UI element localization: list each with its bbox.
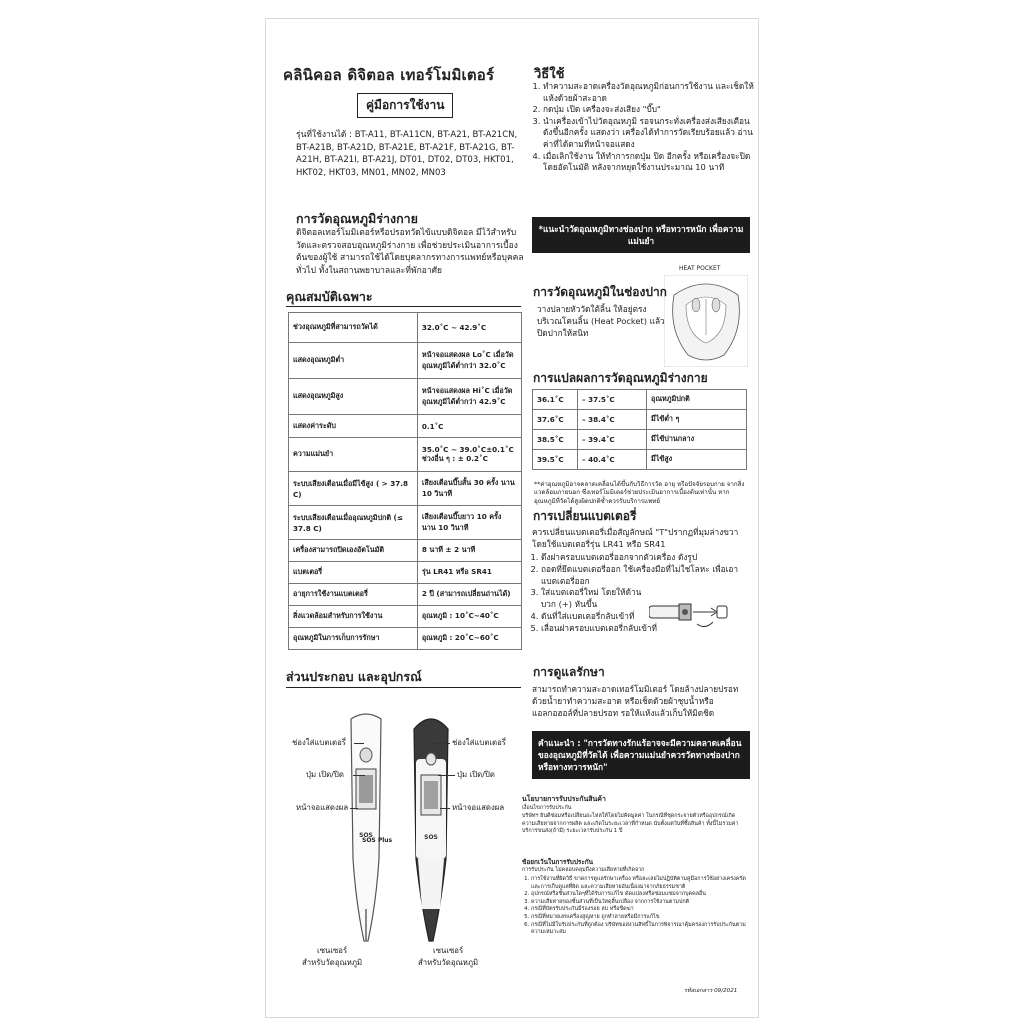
- spec-key: ระบบเสียงเตือนเมื่อมีไข้สูง ( > 37.8 C): [289, 472, 418, 506]
- spec-value: 2 ปี (สามารถเปลี่ยนถ่านได้): [417, 584, 521, 606]
- exclusion-item: 2. อุปกรณ์หรือชิ้นส่วนใดๆที่ได้รับการแก้ไข ดัดแปลงหรือซ่อมแซมจากบุคคลอื่น: [531, 891, 755, 899]
- spec-key: เครื่องสามารถปิดเองอัตโนมัติ: [289, 540, 418, 562]
- spec-key: แบตเตอรี่: [289, 562, 418, 584]
- sensor-label-a: เซนเซอร์: [317, 946, 348, 955]
- spec-table: [288, 312, 522, 650]
- usage-step: 2. กดปุ่ม เปิด เครื่องจะส่งเสียง "บี๊บ": [543, 104, 758, 116]
- battery-step: 3. ใส่แบตเตอรี่ใหม่ โดยให้ด้านบวก (+) หันขึ้น: [541, 587, 651, 611]
- pointer-battery-right: [434, 743, 450, 744]
- spec-row: [289, 343, 522, 379]
- interp-heading: การแปลผลการวัดอุณหภูมิร่างกาย: [533, 371, 708, 385]
- interp-note: **ค่าอุณหภูมิอาจคลาดเคลื่อนได้ขึ้นกับวิธีการวัด อายุ หรือปัจจัยรอบกาย จากสิ่งแวดล้อมภายนอก ซึ่งเทอร์โมมิเตอร์ช่วยประเมินอาการเบื้องต้นเท่านั้น หากอุณหภูมิที่วัดได้สูงผิดปกติซ้ำควรรับบริการแพทย์: [534, 481, 745, 505]
- label-battery-right: ช่องใส่แบตเตอรี่: [452, 738, 506, 747]
- interp-from: 37.6˚C: [533, 410, 578, 430]
- spec-row: [289, 540, 522, 562]
- spec-value: 35.0˚C ~ 39.0˚C±0.1˚C ช่วงอื่น ๆ : ± 0.2˚C: [417, 438, 521, 472]
- spec-value: รุ่น LR41 หรือ SR41: [417, 562, 521, 584]
- spec-key: สิ่งแวดล้อมสำหรับการใช้งาน: [289, 606, 418, 628]
- spec-row: [289, 506, 522, 540]
- exclusion-item: 1. การใช้งานที่ผิดวิธี ขาดการดูแลรักษาเครื่อง หรือละเลยไม่ปฏิบัติตามคู่มือการใช้อย่างเคร่งครัด และการเก็บดูแลที่ผิด และความเสียหายอันเนื่องมาจากภัยธรรมชาติ: [531, 876, 755, 891]
- spec-key: แสดงค่าระดับ: [289, 415, 418, 438]
- spec-row: [289, 438, 522, 472]
- interp-from: 36.1˚C: [533, 390, 578, 410]
- recommend-box: *แนะนำวัดอุณหภูมิทางช่องปาก หรือทวารหนัก เพื่อความแม่นยำ: [532, 217, 750, 253]
- document-code: รหัสเอกสาร 09/2021: [684, 988, 738, 994]
- spec-row: [289, 415, 522, 438]
- usage-heading: วิธีใช้: [534, 67, 565, 82]
- spec-value: หน้าจอแสดงผล Lo˚C เมื่อวัดอุณหภูมิได้ต่ำกว่า 32.0˚C: [417, 343, 521, 379]
- interp-row: [533, 390, 747, 410]
- parts-divider: [286, 687, 521, 688]
- spec-value: เสียงเตือนบี๊บสั้น 30 ครั้ง นาน 10 วินาที: [417, 472, 521, 506]
- interp-table: [532, 389, 747, 470]
- oral-heading: การวัดอุณหภูมิในช่องปาก: [533, 285, 667, 299]
- exclusion-item: 4. กรณีที่บัตรรับประกันมีร่องรอย ลบ หรือขีดฆ่า: [531, 906, 755, 914]
- spec-value: หน้าจอแสดงผล Hi˚C เมื่อวัดอุณหภูมิได้ต่ำกว่า 42.9˚C: [417, 379, 521, 415]
- heat-pocket-label: HEAT POCKET: [679, 265, 721, 272]
- usage-step: 4. เมื่อเลิกใช้งาน ให้ทำการกดปุ่ม ปิด อีกครั้ง หรือเครื่องจะปิดโดยอัตโนมัติ หลังจากหยุดใช้งานประมาณ 10 นาที: [543, 151, 758, 174]
- exclusions-list: [519, 876, 755, 937]
- pointer-display-left: [350, 808, 358, 809]
- exclusions-heading: ข้อยกเว้นในการรับประกัน: [522, 858, 593, 866]
- interp-from: 39.5˚C: [533, 450, 578, 470]
- spec-value: เสียงเตือนบี๊บยาว 10 ครั้ง นาน 10 วินาที: [417, 506, 521, 540]
- body-temp-description: ดิจิตอลเทอร์โมมิเตอร์หรือปรอทวัดไข้แบบดิจิตอล มีไว้สำหรับวัดและตรวจสอบอุณหภูมิร่างกาย เพื่อช่วยประเมินอาการเบื้องต้นของผู้ใช้ สามารถใช้ได้โดยบุคลากรทางการแพทย์หรือบุคคลทั่วไป ทั้งในสถานพยาบาลและที่พักอาศัย: [296, 228, 524, 276]
- body-temp-heading: การวัดอุณหภูมิร่างกาย: [296, 211, 419, 226]
- mouth-diagram: [664, 275, 748, 367]
- spec-value: อุณหภูมิ : 20˚C~60˚C: [417, 628, 521, 650]
- spec-key: แสดงอุณหภูมิสูง: [289, 379, 418, 415]
- spec-value: 32.0˚C ~ 42.9˚C: [417, 313, 521, 343]
- label-display-right: หน้าจอแสดงผล: [452, 803, 505, 812]
- exclusion-item: 5. กรณีที่หมายเลขเครื่องสูญหาย ถูกทำลายหรือมีการแก้ไข: [531, 914, 755, 922]
- spec-row: [289, 379, 522, 415]
- warranty-text: บริษัทฯ ยินดีซ่อมหรือเปลี่ยนอะไหล่ให้โดยไม่คิดมูลค่า ในกรณีที่ชุดกระจายตัวหรืออุปกรณ์เกิดความเสียหายจากการผลิต และเกิดในระยะเวลาที่กำหนด นับตั้งแต่วันที่ซื้อสินค้า ทั้งนี้ไม่รวมค่าบริการขนส่ง(ถ้ามี) ระยะเวลารับประกัน 1 ปี: [522, 813, 739, 835]
- interp-to: – 40.4˚C: [578, 450, 647, 470]
- battery-intro: ควรเปลี่ยนแบตเตอรี่เมื่อสัญลักษณ์ "T"ปรากฏที่มุมล่างขวา โดยใช้แบตเตอรี่รุ่น LR41 หรือ SR41: [532, 527, 739, 549]
- battery-heading: การเปลี่ยนแบตเตอรี่: [533, 509, 637, 523]
- spec-value: 0.1˚C: [417, 415, 521, 438]
- usage-step: 1. ทำความสะอาดเครื่องวัดอุณหภูมิก่อนการใช้งาน และเช็ดให้แห้งด้วยผ้าสะอาด: [543, 81, 758, 104]
- spec-key: ระบบเสียงเตือนเมื่ออุณหภูมิปกติ (≤ 37.8 C): [289, 506, 418, 540]
- pointer-button-left: [353, 775, 365, 776]
- sensor-label-b: สำหรับวัดอุณหภูมิ: [418, 958, 479, 967]
- interp-meaning: มีไข้ปานกลาง: [647, 430, 747, 450]
- exclusions-intro: การรับประกัน ไม่คลอบคลุมถึงความเสียหายที่เกิดจาก: [522, 867, 645, 873]
- spec-row: [289, 584, 522, 606]
- sensor-label-a: เซนเซอร์: [433, 946, 464, 955]
- warranty-subheading: เงื่อนไขการรับประกัน: [522, 805, 572, 811]
- manual-sheet: [265, 18, 759, 1018]
- label-sensor-left: [302, 945, 362, 969]
- pointer-battery-left: [354, 743, 364, 744]
- spec-row: [289, 628, 522, 650]
- parts-heading: ส่วนประกอบ และอุปกรณ์: [286, 669, 422, 684]
- oral-text: วางปลายหัววัดใต้ลิ้น ให้อยู่ตรงบริเวณโคนลิ้น (Heat Pocket) แล้วปิดปากให้สนิท: [537, 304, 665, 338]
- interp-to: – 39.4˚C: [578, 430, 647, 450]
- interp-meaning: มีไข้ต่ำ ๆ: [647, 410, 747, 430]
- spec-key: แสดงอุณหภูมิต่ำ: [289, 343, 418, 379]
- interp-meaning: มีไข้สูง: [647, 450, 747, 470]
- spec-key: ช่วงอุณหภูมิที่สามารถวัดได้: [289, 313, 418, 343]
- svg-text:SOS: SOS: [359, 832, 373, 839]
- spec-row: [289, 472, 522, 506]
- manual-subtitle: คู่มือการใช้งาน: [357, 93, 453, 118]
- spec-row: [289, 313, 522, 343]
- warranty-heading: นโยบายการรับประกันสินค้า: [522, 795, 606, 803]
- label-button-left: ปุ่ม เปิด/ปิด: [306, 770, 344, 779]
- spec-heading: คุณสมบัติเฉพาะ: [286, 289, 373, 304]
- spec-row: [289, 562, 522, 584]
- manual-title: คลินิคอล ดิจิตอล เทอร์โมมิเตอร์: [283, 66, 495, 84]
- interp-to: – 38.4˚C: [578, 410, 647, 430]
- usage-step: 3. นำเครื่องเข้าไปวัดอุณหภูมิ รอจนกระทั่งเครื่องส่งเสียงเตือนดังขึ้นอีกครั้ง แสดงว่า เครื่องได้ทำการวัดเรียบร้อยแล้ว อ่านค่าที่ได้ตามที่หน้าจอแสดง: [543, 116, 758, 151]
- spec-value: 8 นาที ± 2 นาที: [417, 540, 521, 562]
- spec-key: อายุการใช้งานแบตเตอรี่: [289, 584, 418, 606]
- spec-key: ความแม่นยำ: [289, 438, 418, 472]
- pointer-button-right: [438, 775, 455, 776]
- care-text: สามารถทำความสะอาดเทอร์โมมิเตอร์ โดยล้างปลายปรอทด้วยน้ำยาทำความสะอาด หรือเช็ดด้วยผ้าชุบน้ำหรือแอลกอฮอล์ที่ปลายปรอท รอให้แห้งแล้วเก็บให้มิดชิด: [532, 684, 739, 718]
- label-sensor-right: [418, 945, 478, 969]
- sensor-label-b: สำหรับวัดอุณหภูมิ: [302, 958, 363, 967]
- battery-step: 4. ดันที่ใส่แบตเตอรี่กลับเข้าที่: [541, 611, 756, 623]
- spec-value: อุณหภูมิ : 10˚C~40˚C: [417, 606, 521, 628]
- battery-step: 2. ถอดที่ยึดแบตเตอรี่ออก ใช้เครื่องมือที่ไม่ใช่โลหะ เพื่อเอาแบตเตอรี่ออก: [541, 564, 756, 588]
- pointer-display-right: [440, 808, 450, 809]
- interp-row: [533, 450, 747, 470]
- spec-divider: [286, 306, 521, 307]
- label-battery-left: ช่องใส่แบตเตอรี่: [292, 738, 346, 747]
- spec-row: [289, 606, 522, 628]
- spec-key: อุณหภูมิในการเก็บการรักษา: [289, 628, 418, 650]
- svg-text:SOS: SOS: [424, 834, 438, 841]
- label-button-right: ปุ่ม เปิด/ปิด: [457, 770, 495, 779]
- interp-row: [533, 410, 747, 430]
- care-heading: การดูแลรักษา: [533, 665, 605, 679]
- exclusion-item: 3. ความเสียหายของชิ้นส่วนที่เป็นวัสดุสิ้นเปลือง จากการใช้งานตามปกติ: [531, 899, 755, 907]
- supported-models: รุ่นที่ใช้งานได้ : BT-A11, BT-A11CN, BT-A21, BT-A21CN, BT-A21B, BT-A21D, BT-A21E, BT-A21F, BT-A21G, BT-A21H, BT-A21I, BT-A21J, DT01, DT02, DT03, HKT01, HKT02, HKT03, MN01, MN02, MN03: [296, 130, 518, 178]
- battery-step: 1. ดึงฝาครอบแบตเตอรี่ออกจากตัวเครื่อง ดังรูป: [541, 552, 756, 564]
- battery-step: 5. เลื่อนฝาครอบแบตเตอรี่กลับเข้าที่: [541, 623, 756, 635]
- interp-meaning: อุณหภูมิปกติ: [647, 390, 747, 410]
- brand-logo: SOS Plus: [362, 837, 393, 844]
- usage-steps: [531, 81, 758, 174]
- interp-to: – 37.5˚C: [578, 390, 647, 410]
- battery-cover-diagram: [649, 594, 731, 632]
- exclusion-item: 6. กรณีที่ไม่มีใบรับประกันที่ถูกต้อง บริษัทขอสงวนสิทธิ์ในการพิจารณาคุ้มครองการรับประกันตามความเหมาะสม: [531, 922, 755, 937]
- advice-box: คำแนะนำ : "การวัดทางรักแร้อาจจะมีความคลาดเคลื่อนของอุณหภูมิที่วัดได้ เพื่อความแม่นยำควรวัดทางช่องปาก หรือทางทวารหนัก": [532, 731, 750, 779]
- label-display-left: หน้าจอแสดงผล: [296, 803, 349, 812]
- interp-row: [533, 430, 747, 450]
- interp-from: 38.5˚C: [533, 430, 578, 450]
